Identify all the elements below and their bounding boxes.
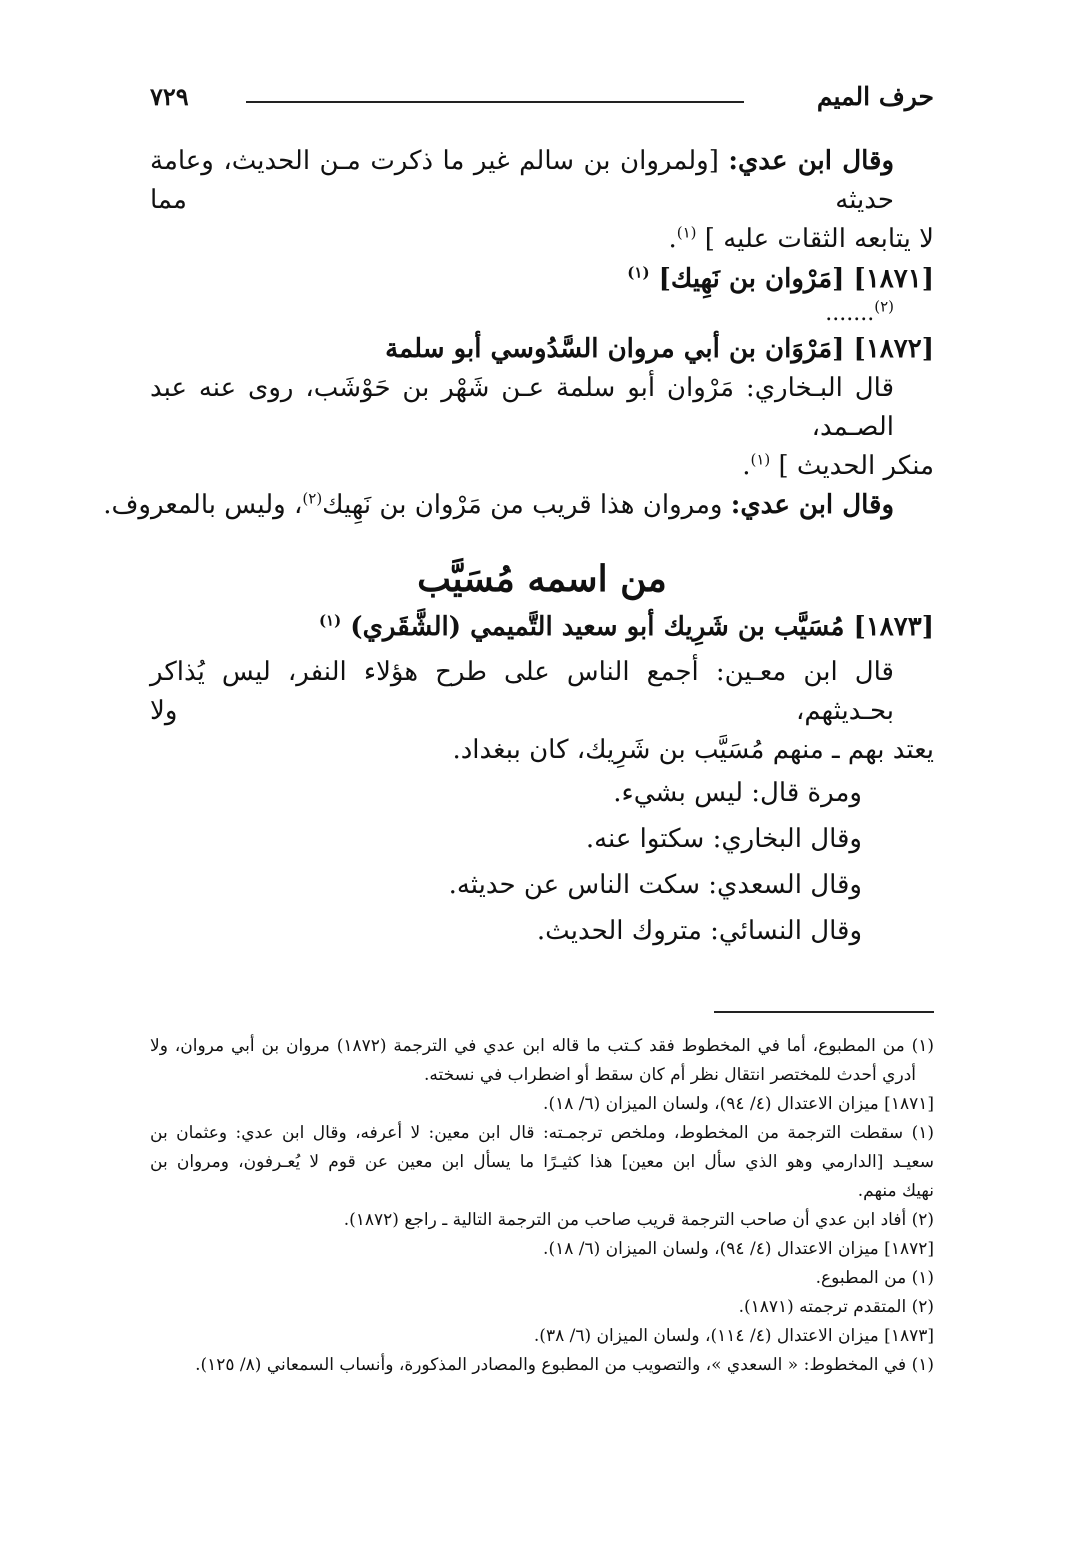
quote-text: [ولمروان بن سالم غير ما ذكرت مـن الحديث، وعامة حديثه مما: [150, 146, 894, 215]
quote-text: ومروان هذا قريب من مَرْوان بن نَهِيك: [322, 490, 731, 520]
quote-text: وقال البخاري: سكتوا عنه.: [585, 824, 862, 854]
punctuation: .: [742, 451, 751, 481]
quote-text: ، وليس بالمعروف.: [103, 490, 303, 520]
running-title: حرف الميم: [816, 82, 934, 111]
ellipsis: .......: [825, 301, 875, 326]
punctuation: .: [668, 224, 677, 254]
footnote-mark: (١): [627, 263, 650, 282]
quote-text: وقال السعدي: سكت الناس عن حديثه.: [448, 870, 862, 900]
quote-text: قال ابن معـين: أجمع الناس على طرح هؤلاء النفر، ليس يُذاكر بحـديثهم، ولا: [150, 657, 894, 726]
footnote-line: (١) من المطبوع.: [815, 1268, 934, 1288]
footnote-line: أدري أحدث للمختصر انتقال نظر أم كان سقط أو اضطراب في نسخته.: [424, 1065, 916, 1085]
entry-heading-text: [١٨٧٢] [مَرْوَان بن أبي مروان السَّدُوسي أبو سلمة: [385, 334, 934, 364]
footnote-line: (١) من المطبوع، أما في المخطوط فقد كـتب ما قاله ابن عدي في الترجمة (١٨٧٢) مروان بن أبي مروان، ولا: [150, 1036, 934, 1056]
speaker-label: وقال ابن عدي:: [730, 490, 894, 520]
paragraph-line: [150, 653, 934, 731]
quote-text: وقال النسائي: متروك الحديث.: [536, 916, 862, 946]
footnote-line: [١٨٧٣] ميزان الاعتدال (٤/ ١١٤)، ولسان الميزان (٦/ ٣٨).: [533, 1326, 934, 1346]
footnote-mark: (١): [318, 611, 342, 630]
page-number: ٧٢٩: [150, 82, 189, 111]
footnote-separator: [714, 1011, 934, 1013]
quote-text: ومرة قال: ليس بشيء.: [613, 778, 862, 808]
paragraph-line: [150, 447, 934, 486]
paragraph-line: [150, 731, 934, 770]
paragraph-line: [150, 908, 934, 954]
quote-text: لا يتابعه الثقات عليه ]: [704, 224, 934, 254]
footnote-line: نهيك منهم.: [857, 1181, 934, 1201]
footnotes: [150, 1032, 934, 1380]
quote-text: منكر الحديث ]: [778, 451, 934, 481]
footnote-line: سعيـد [الدارمي وهو الذي سأل ابن معين] هذا كثيـرًا ما يسأل ابن معين عن قوم لا يُعـرفون، ومروان بن: [150, 1152, 935, 1172]
omission-dots: [150, 299, 934, 329]
quote-text: قال البـخاري: مَرْوان أبو سلمة عـن شَهْر بن حَوْشَب، روى عنه عبد الصـمد،: [150, 373, 894, 442]
footnote-mark: (٢): [874, 297, 894, 316]
entry-heading-1872: [150, 329, 934, 369]
entry-heading-1873: [150, 607, 934, 647]
footnote-mark: (١): [676, 223, 697, 242]
paragraph-line: [150, 369, 934, 447]
header-rule: [246, 101, 744, 103]
speaker-label: وقال ابن عدي:: [728, 146, 895, 176]
footnote-mark: (٢): [302, 489, 323, 508]
paragraph-line: [150, 770, 934, 816]
entry-heading-text: [١٨٧١] [مَرْوان بن نَهِيك]: [658, 264, 934, 294]
page-header: [150, 82, 934, 118]
footnote-line: (٢) المتقدم ترجمته (١٨٧١).: [738, 1297, 934, 1317]
entry-heading-1871: [150, 259, 934, 299]
paragraph-line: [150, 220, 934, 259]
footnote-line: (١) في المخطوط: « السعدي »، والتصويب من المطبوع والمصادر المذكورة، وأنساب السمعاني (٨/ ١٢٥).: [195, 1355, 934, 1375]
section-title: من اسمه مُسَيَّب: [417, 558, 667, 600]
quote-text: يعتد بهم ـ منهم مُسَيَّب بن شَرِيك، كان ببغداد.: [452, 735, 934, 765]
main-text: [103, 142, 934, 954]
paragraph-line: [150, 816, 934, 862]
footnote-line: (٢) أفاد ابن عدي أن صاحب الترجمة قريب صاحب من الترجمة التالية ـ راجع (١٨٧٢).: [343, 1210, 934, 1230]
entry-heading-text: [١٨٧٣] مُسَيَّب بن شَرِيك أبو سعيد التَّميمي (الشَّقَري): [350, 612, 934, 642]
footnote-line: [١٨٧٢] ميزان الاعتدال (٤/ ٩٤)، ولسان الميزان (٦/ ١٨).: [543, 1239, 934, 1259]
paragraph-line: [150, 142, 934, 220]
paragraph-line: [150, 862, 934, 908]
footnote-mark: (١): [750, 450, 771, 469]
footnote-line: [١٨٧١] ميزان الاعتدال (٤/ ٩٤)، ولسان الميزان (٦/ ١٨).: [543, 1094, 934, 1114]
paragraph-line: [103, 486, 934, 525]
footnote-line: (١) سقطت الترجمة من المخطوط، وملخص ترجمـته: قال ابن معين: لا أعرفه، وقال ابن عدي: وعثمان بن: [150, 1123, 934, 1143]
